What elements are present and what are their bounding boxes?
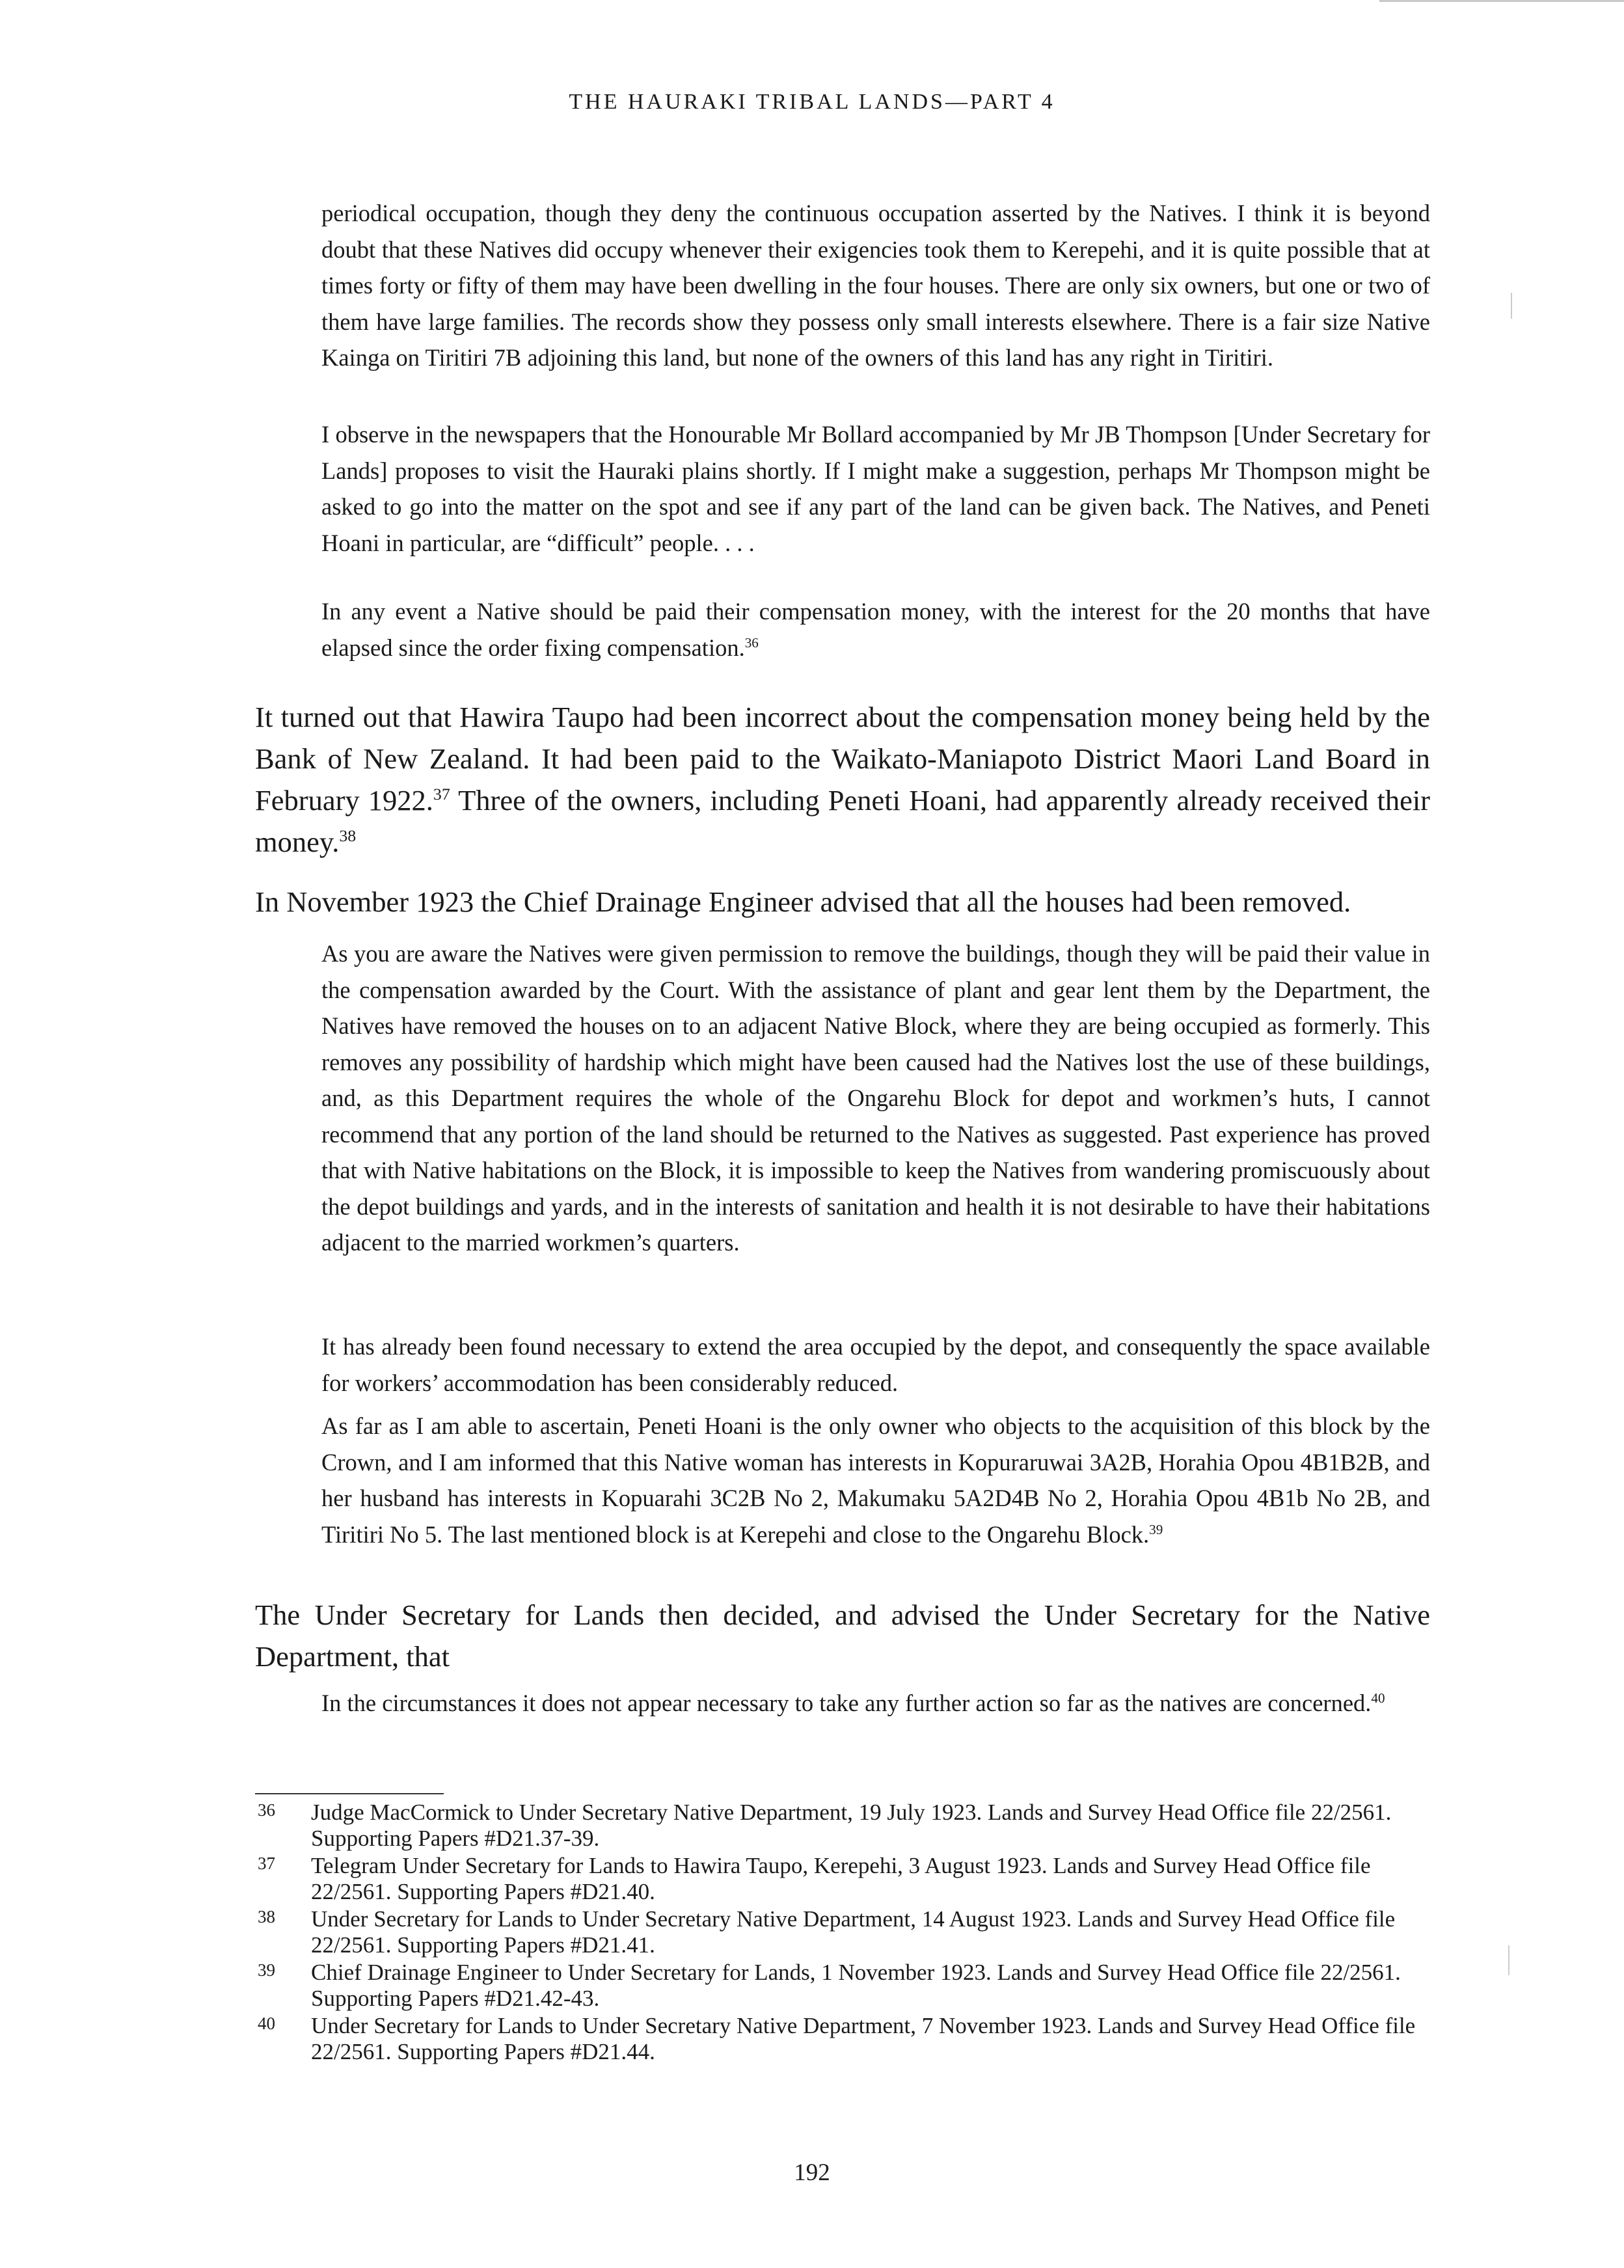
footnote-text: Under Secretary for Lands to Under Secretary Native Department, 7 November 1923. Lands and Survey Head Office file 22/2561. Supporting Papers #D21.44. (311, 2013, 1416, 2064)
body-paragraph (255, 696, 1430, 863)
footnote-ref: 39 (1149, 1521, 1163, 1537)
footnote-text: Judge MacCormick to Under Secretary Native Department, 19 July 1923. Lands and Survey Head Office file 22/2561. Supporting Papers #D21.37-39. (311, 1800, 1392, 1851)
running-head: THE HAURAKI TRIBAL LANDS—PART 4 (569, 90, 1055, 114)
page-number: 192 (794, 2159, 830, 2186)
quote-paragraph: periodical occupation, though they deny the continuous occupation asserted by the Natives. I think it is beyond doubt that these Natives did occupy whenever their exigencies took them to Kerepehi, and it is quite possible that at times forty or fifty of them may have been dwelling in the four houses. There are only six owners, but one or two of them have large families. The records show they possess only small interests elsewhere. There is a fair size Native Kainga on Tiritiri 7B adjoining this land, but none of the owners of this land has any right in Tiritiri. (321, 200, 1430, 371)
quote-paragraph: It has already been found necessary to extend the area occupied by the depot, and consequently the space available for workers’ accommodation has been considerably reduced. (321, 1333, 1430, 1396)
footnote-ref: 38 (339, 826, 357, 845)
footnote (255, 2013, 1430, 2065)
block-quote (321, 416, 1430, 561)
footnote (255, 1800, 1430, 1852)
paragraph-text: As far as I am able to ascertain, Peneti Hoani is the only owner who objects to the acquisition of this block by the Crown, and I am informed that this Native woman has interests in Kopuraruwai 3A2B, Horahia Opou 4B1B2B, and her husband has interests in Kopuarahi 3C2B No 2, Makumaku 5A2D4B No 2, Horahia Opou 4B1b No 2B, and Tiritiri No 5. The last mentioned block is at Kerepehi and close to the Ongarehu Block. (321, 1412, 1430, 1548)
footnote-number: 40 (258, 2014, 275, 2033)
block-quote (321, 936, 1430, 1261)
footnote (255, 1853, 1430, 1905)
paragraph (255, 696, 1430, 863)
footnote-number: 36 (258, 1800, 275, 1820)
footnote-text: Telegram Under Secretary for Lands to Hawira Taupo, Kerepehi, 3 August 1923. Lands and Survey Head Office file 22/2561. Supporting Papers #D21.40. (311, 1853, 1371, 1904)
paragraph-text: It turned out that Hawira Taupo had been incorrect about the compensation money being held by the Bank of New Zealand. It had been paid to the Waikato-Maniapoto District Maori Land Board in February 1922. (255, 701, 1430, 817)
scan-mark (1511, 293, 1512, 319)
block-quote (321, 195, 1430, 376)
block-quote (321, 1408, 1430, 1552)
quote-paragraph (321, 1408, 1430, 1552)
footnote-number: 38 (258, 1907, 275, 1926)
footnote (255, 1960, 1430, 2012)
paragraph: The Under Secretary for Lands then decided, and advised the Under Secretary for the Native Department, that (255, 1599, 1430, 1673)
footnote-text: Under Secretary for Lands to Under Secretary Native Department, 14 August 1923. Lands and Survey Head Office file 22/2561. Supporting Papers #D21.41. (311, 1906, 1396, 1958)
footnote-number: 39 (258, 1960, 275, 1980)
footnote-ref: 37 (433, 785, 450, 803)
footnote-ref: 40 (1371, 1690, 1385, 1706)
quote-paragraph (321, 416, 1430, 561)
footnote-ref: 36 (744, 634, 759, 651)
quote-paragraph (321, 1685, 1430, 1721)
footnote-text: Chief Drainage Engineer to Under Secretary for Lands, 1 November 1923. Lands and Survey Head Office file 22/2561. Supporting Papers #D21.42-43. (311, 1960, 1401, 2011)
footnote (255, 1906, 1430, 1958)
top-edge-line (1379, 0, 1624, 2)
paragraph-text: In any event a Native should be paid their compensation money, with the interest for the 20 months that have elapsed since the order fixing compensation. (321, 598, 1430, 661)
block-quote (321, 593, 1430, 666)
body-paragraph (255, 881, 1430, 923)
quote-paragraph: As you are aware the Natives were given permission to remove the buildings, though they will be paid their value in the compensation awarded by the Court. With the assistance of plant and gear lent them by the Department, the Natives have removed the houses on to an adjacent Native Block, where they are being occupied as formerly. This removes any possibility of hardship which might have been caused had the Natives lost the use of these buildings, and, as this Department requires the whole of the Ongarehu Block for depot and workmen’s huts, I cannot recommend that any portion of the land should be returned to the Natives as suggested. Past experience has proved that with Native habitations on the Block, it is impossible to keep the Natives from wandering promiscuously about the depot buildings and yards, and in the interests of sanitation and health it is not desirable to have their habitations adjacent to the married workmen’s quarters. (321, 940, 1430, 1256)
paragraph-text: Three of the owners, including Peneti Hoani, had apparently already received their money. (255, 784, 1431, 858)
paragraph: In November 1923 the Chief Drainage Engineer advised that all the houses had been removed. (255, 885, 1351, 918)
paragraph-text: In the circumstances it does not appear necessary to take any further action so far as the natives are concerned. (321, 1690, 1372, 1716)
body-paragraph (255, 1594, 1430, 1677)
quote-paragraph (321, 593, 1430, 666)
paragraph-text: I observe in the newspapers that the Honourable Mr Bollard accompanied by Mr JB Thompson [Under Secretary for Lands] proposes to visit the Hauraki plains shortly. If I might make a suggestion, perhaps Mr Thompson might be asked to go into the matter on the spot and see if any part of the land can be given back. The Natives, and Peneti Hoani in particular, are “difficult” people. . . . (321, 421, 1430, 556)
block-quote (321, 1685, 1430, 1721)
footnote-number: 37 (258, 1854, 275, 1873)
footnote-rule (255, 1793, 444, 1794)
block-quote (321, 1329, 1430, 1401)
footnotes (255, 1800, 1430, 2066)
scan-mark (1508, 1945, 1509, 1975)
